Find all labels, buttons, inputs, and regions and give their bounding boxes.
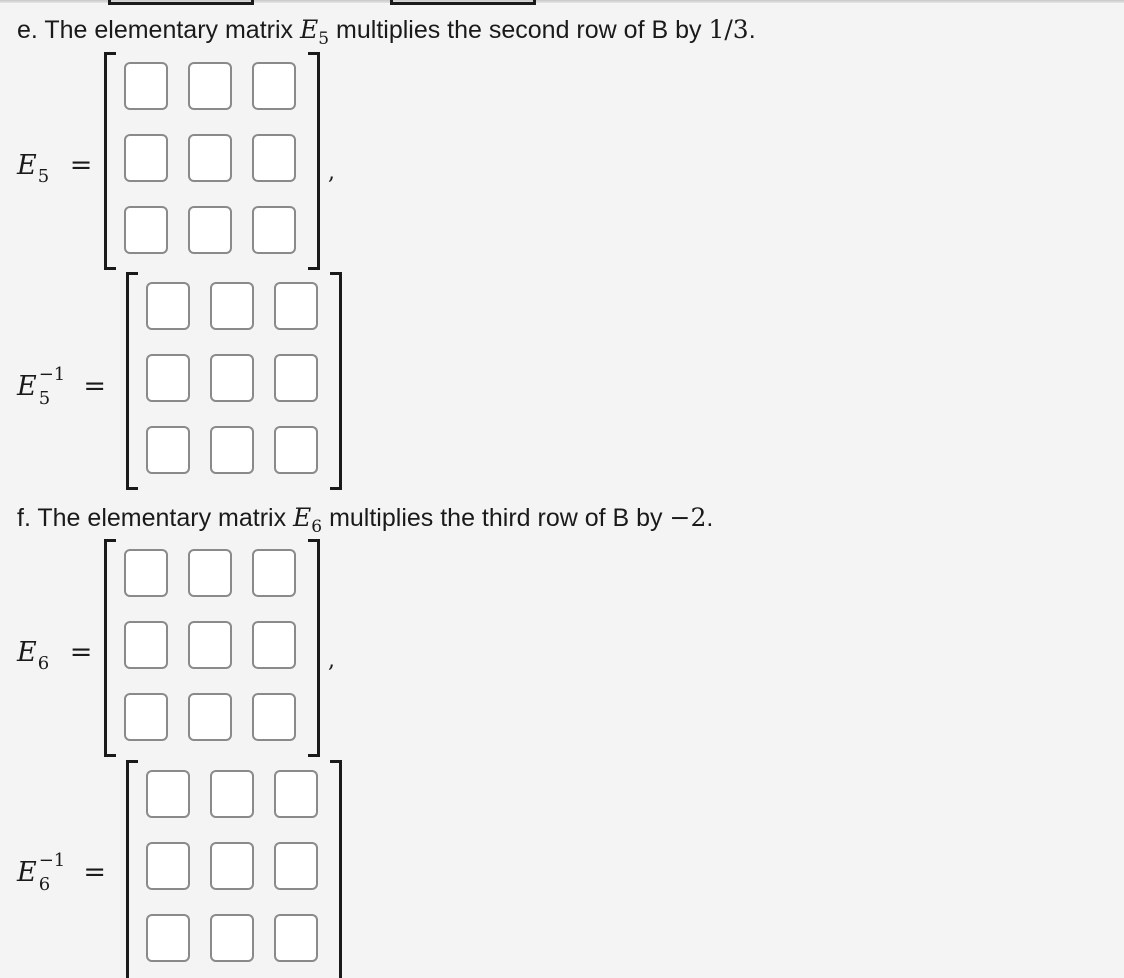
- question-f: [17, 503, 713, 536]
- lhs-e5-inverse-equals: =: [83, 371, 106, 402]
- lhs-e6-inverse-exponent: −1: [38, 850, 66, 871]
- question-f-matrix-symbol: E: [293, 503, 312, 532]
- right-bracket: [330, 760, 342, 978]
- e6inv-entry-r2c3-input[interactable]: [274, 842, 318, 890]
- lhs-e6-inverse-symbol: E: [17, 857, 37, 888]
- question-f-end: .: [706, 504, 714, 532]
- e5inv-entry-r1c1-input[interactable]: [146, 282, 190, 330]
- lhs-e5-equals: =: [69, 150, 93, 181]
- lhs-e5-symbol: E: [17, 150, 37, 181]
- left-bracket: [126, 760, 138, 978]
- e5inv-entry-r2c2-input[interactable]: [210, 354, 254, 402]
- matrix-e5-inverse: [126, 272, 342, 490]
- lhs-e6: [17, 637, 93, 674]
- lhs-e6-inverse: [17, 850, 106, 895]
- lhs-e6-inverse-equals: =: [83, 857, 106, 888]
- trailing-comma: ,: [328, 648, 335, 673]
- question-f-matrix-index: 6: [311, 517, 323, 537]
- e6-entry-r1c1-input[interactable]: [124, 549, 168, 597]
- e6inv-entry-r2c1-input[interactable]: [146, 842, 190, 890]
- lhs-e5-inverse-exponent: −1: [38, 364, 66, 385]
- e5-entry-r3c3-input[interactable]: [252, 206, 296, 254]
- left-bracket: [126, 272, 138, 490]
- lhs-e5-inverse-index: 5: [38, 388, 51, 409]
- e5inv-entry-r3c1-input[interactable]: [146, 426, 190, 474]
- e6-entry-r1c3-input[interactable]: [252, 549, 296, 597]
- question-e-matrix-symbol: E: [300, 15, 319, 44]
- previous-matrix-bottom-edge: [108, 0, 254, 5]
- lhs-e5: [17, 150, 93, 187]
- right-bracket: [308, 539, 320, 757]
- e6-entry-r3c1-input[interactable]: [124, 693, 168, 741]
- e5-entry-r2c1-input[interactable]: [124, 134, 168, 182]
- e6-entry-r3c2-input[interactable]: [188, 693, 232, 741]
- e5inv-entry-r2c3-input[interactable]: [274, 354, 318, 402]
- e6inv-entry-r1c3-input[interactable]: [274, 770, 318, 818]
- e6inv-entry-r3c1-input[interactable]: [146, 914, 190, 962]
- left-bracket: [104, 539, 116, 757]
- lhs-e6-index: 6: [37, 653, 50, 674]
- e6-entry-r2c1-input[interactable]: [124, 621, 168, 669]
- lhs-e5-inverse: [17, 364, 106, 409]
- lhs-e6-symbol: E: [17, 637, 37, 668]
- e6inv-entry-r3c2-input[interactable]: [210, 914, 254, 962]
- e5inv-entry-r3c3-input[interactable]: [274, 426, 318, 474]
- e6-entry-r1c2-input[interactable]: [188, 549, 232, 597]
- matrix-e6: [104, 539, 320, 757]
- e6-entry-r2c3-input[interactable]: [252, 621, 296, 669]
- matrix-e5: [104, 52, 320, 270]
- e5-entry-r3c1-input[interactable]: [124, 206, 168, 254]
- question-e-prefix: e. The elementary matrix: [17, 16, 294, 44]
- left-bracket: [104, 52, 116, 270]
- e6inv-entry-r2c2-input[interactable]: [210, 842, 254, 890]
- question-f-suffix: multiplies the third row of B by: [329, 504, 663, 532]
- matrix-e6-inverse: [126, 760, 342, 978]
- e5-entry-r2c2-input[interactable]: [188, 134, 232, 182]
- e6inv-entry-r3c3-input[interactable]: [274, 914, 318, 962]
- lhs-e5-inverse-symbol: E: [17, 371, 37, 402]
- e6-entry-r2c2-input[interactable]: [188, 621, 232, 669]
- e5-entry-r1c2-input[interactable]: [188, 62, 232, 110]
- lhs-e5-index: 5: [37, 166, 50, 187]
- e5-entry-r1c1-input[interactable]: [124, 62, 168, 110]
- trailing-comma: ,: [328, 160, 335, 185]
- e5inv-entry-r3c2-input[interactable]: [210, 426, 254, 474]
- e5inv-entry-r1c2-input[interactable]: [210, 282, 254, 330]
- e5inv-entry-r2c1-input[interactable]: [146, 354, 190, 402]
- e6-entry-r3c3-input[interactable]: [252, 693, 296, 741]
- question-e-factor: 1/3: [708, 15, 749, 44]
- e6inv-entry-r1c1-input[interactable]: [146, 770, 190, 818]
- lhs-e6-equals: =: [69, 637, 93, 668]
- previous-matrix-bottom-edge: [390, 0, 536, 5]
- question-e-suffix: multiplies the second row of B by: [336, 16, 702, 44]
- right-bracket: [308, 52, 320, 270]
- e5-entry-r3c2-input[interactable]: [188, 206, 232, 254]
- lhs-e6-inverse-index: 6: [38, 874, 51, 895]
- question-f-factor: −2: [669, 503, 707, 532]
- question-e-end: .: [748, 16, 756, 44]
- right-bracket: [330, 272, 342, 490]
- e5-entry-r2c3-input[interactable]: [252, 134, 296, 182]
- question-e-matrix-index: 5: [318, 29, 330, 49]
- e5-entry-r1c3-input[interactable]: [252, 62, 296, 110]
- question-e: [17, 15, 756, 48]
- e6inv-entry-r1c2-input[interactable]: [210, 770, 254, 818]
- e5inv-entry-r1c3-input[interactable]: [274, 282, 318, 330]
- question-f-prefix: f. The elementary matrix: [17, 504, 287, 532]
